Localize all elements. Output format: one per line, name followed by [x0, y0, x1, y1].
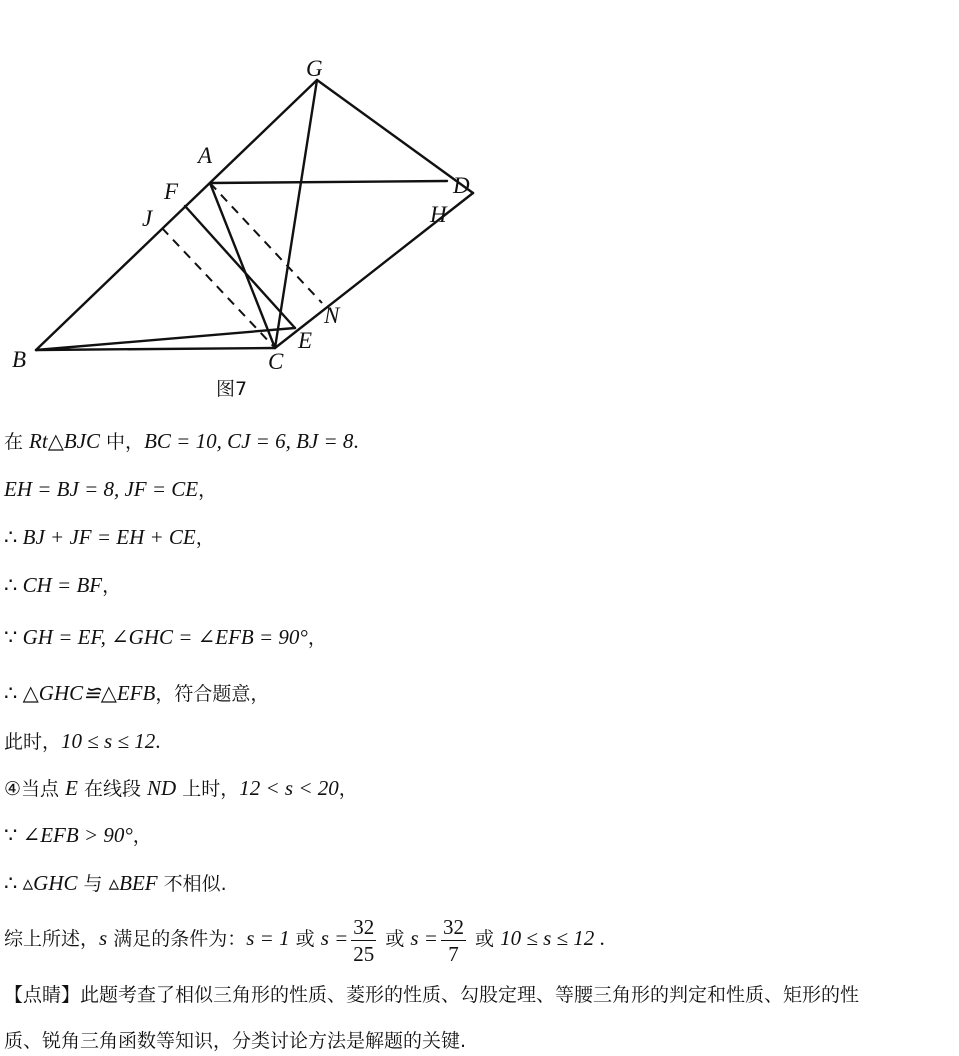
therefore-symbol: ∴: [4, 681, 23, 705]
text: 此时，: [4, 731, 62, 753]
text: 与: [77, 873, 109, 895]
line-12: [4, 980, 859, 1010]
segment-GC: [275, 80, 317, 348]
dashed-AN: [210, 183, 322, 303]
math: s: [99, 926, 108, 950]
text: 或: [468, 928, 501, 950]
line-3: [4, 522, 215, 553]
text: ，: [198, 479, 218, 501]
line-6: [4, 678, 269, 709]
text: 或: [289, 928, 321, 950]
label-N: N: [324, 303, 340, 328]
text: 在线段: [77, 778, 147, 800]
line-7: [4, 726, 161, 757]
math: s = 1: [246, 926, 290, 950]
fraction-32-7: [441, 914, 466, 967]
text: 或: [379, 928, 411, 950]
fraction-32-25: [351, 914, 376, 967]
line-1: [4, 426, 359, 457]
text: ，: [132, 825, 152, 847]
label-J: J: [142, 206, 153, 231]
label-F: F: [164, 179, 179, 204]
text: ，: [307, 627, 327, 649]
label-H: H: [430, 202, 447, 227]
math: EH = BJ = 8, JF = CE: [4, 477, 199, 501]
text: 质、锐角三角函数等知识，分类讨论方法是解题的关键.: [4, 1030, 467, 1052]
line-11: [4, 908, 605, 969]
math: GH = EF, ∠GHC = ∠EFB = 90°: [22, 625, 308, 649]
math: BC = 10, CJ = 6, BJ = 8: [144, 429, 354, 453]
label-G: G: [306, 56, 323, 81]
label-A: A: [198, 143, 213, 168]
line-13: [4, 1026, 466, 1056]
segment-BG: [36, 80, 317, 350]
text: ，符合题意，: [155, 683, 270, 705]
math: 10 ≤ s ≤ 12: [61, 729, 156, 753]
geometry-figure: [0, 0, 520, 372]
label-D: D: [453, 173, 470, 198]
math: 12 < s < 20: [239, 776, 339, 800]
figure-caption: 图7: [216, 378, 248, 400]
line-5: [4, 622, 327, 653]
text: 中，: [100, 431, 145, 453]
text: .: [353, 429, 359, 453]
text: ，: [195, 527, 215, 549]
denominator: 7: [448, 941, 459, 966]
label-B: B: [12, 347, 27, 372]
math: ▵GHC: [22, 871, 78, 895]
math: ▵BEF: [108, 871, 158, 895]
math: s =: [410, 926, 438, 950]
segment-BC: [36, 348, 275, 350]
therefore-symbol: ∴: [4, 871, 23, 895]
math: CH = BF: [22, 573, 103, 597]
line-8: [4, 773, 358, 804]
label-E: E: [298, 328, 313, 353]
text: 上时，: [176, 778, 240, 800]
therefore-symbol: ∴: [4, 525, 23, 549]
math: △GHC≌△EFB: [22, 681, 156, 705]
segment-AD: [210, 181, 447, 183]
math: E: [65, 776, 78, 800]
line-10: [4, 868, 227, 899]
math: s =: [320, 926, 349, 950]
text: 【点睛】此题考查了相似三角形的性质、菱形的性质、勾股定理、等腰三角形的判定和性质、矩形的性: [4, 984, 860, 1006]
line-9: [4, 820, 152, 851]
segment-GD: [317, 80, 473, 193]
math: 10 ≤ s ≤ 12: [500, 926, 595, 950]
numerator: 32: [353, 914, 375, 939]
numerator: 32: [442, 914, 464, 939]
text: 不相似.: [157, 873, 227, 895]
line-2: [4, 474, 217, 505]
text: ，: [102, 575, 122, 597]
math: BJ + JF = EH + CE: [22, 525, 196, 549]
math: Rt△BJC: [29, 429, 101, 453]
because-symbol: ∵: [4, 625, 23, 649]
text: .: [594, 926, 605, 950]
denominator: 25: [353, 941, 375, 966]
text: 综上所述，: [4, 928, 100, 950]
math: ND: [147, 776, 177, 800]
text: .: [155, 729, 161, 753]
math: ∠EFB > 90°: [22, 823, 133, 847]
text: ，: [338, 778, 358, 800]
text: ④当点: [4, 778, 66, 800]
because-symbol: ∵: [4, 823, 23, 847]
label-C: C: [268, 349, 284, 372]
segment-BE: [36, 328, 295, 350]
text: 在: [4, 431, 30, 453]
therefore-symbol: ∴: [4, 573, 23, 597]
segment-AC: [210, 183, 275, 348]
text: 满足的条件为：: [107, 928, 247, 950]
line-4: [4, 570, 121, 601]
